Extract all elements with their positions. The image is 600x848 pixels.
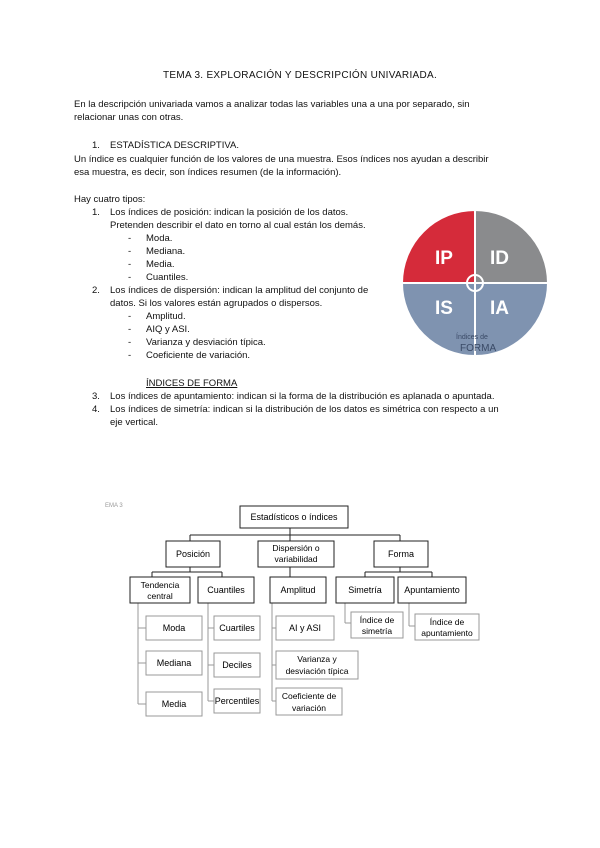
intro-line-2: relacionar unas con otras. [74, 112, 184, 123]
dash: - [128, 259, 132, 270]
type-4-line-2: eje vertical. [110, 417, 159, 428]
list-item: Media. [146, 259, 175, 270]
list-item: Moda. [146, 233, 173, 244]
type-1-line-1: Los índices de posición: indican la posición de los datos. [110, 207, 349, 218]
type-1-line-2: Pretenden describir el dato en torno al cual están los demás. [110, 220, 366, 231]
types-intro: Hay cuatro tipos: [74, 194, 146, 205]
apuntamiento-label: Apuntamiento [404, 585, 460, 595]
list-item: Amplitud. [146, 311, 186, 322]
media-label: Media [161, 699, 187, 709]
indice-simetria-label-2: simetría [361, 626, 393, 636]
section-1-line-1: Un índice es cualquier función de los valores de una muestra. Esos índices nos ayudan a describir [74, 154, 489, 165]
simetria-label: Simetría [348, 585, 382, 595]
dash: - [128, 350, 132, 361]
dispersion-label-2: variabilidad [274, 554, 318, 564]
mediana-label: Mediana [156, 658, 192, 668]
coeficiente-label-1: Coeficiente de [281, 691, 337, 701]
section-1-heading: ESTADÍSTICA DESCRIPTIVA. [110, 140, 239, 151]
varianza-label-1: Varianza y [297, 654, 337, 664]
list-item: Cuantiles. [146, 272, 189, 283]
type-4-number: 4. [92, 404, 100, 415]
moda-label: Moda [162, 623, 186, 633]
is-label: IS [435, 298, 453, 319]
dash: - [128, 272, 132, 283]
indice-simetria-label-1: Índice de [359, 615, 395, 625]
cuantiles-label: Cuantiles [207, 585, 245, 595]
forma-heading: ÍNDICES DE FORMA [146, 378, 238, 389]
page-title: TEMA 3. EXPLORACIÓN Y DESCRIPCIÓN UNIVARIADA. [162, 70, 438, 81]
dash: - [128, 324, 132, 335]
list-item: Varianza y desviación típica. [146, 337, 266, 348]
indices-hierarchy-diagram [100, 495, 500, 720]
tendencia-label-2: central [147, 591, 173, 601]
dash: - [128, 233, 132, 244]
type-4-line-1: Los índices de simetría: indican si la distribución de los datos es simétrica con respecto a un [110, 404, 499, 415]
type-3-line-1: Los índices de apuntamiento: indican si la forma de la distribución es aplanada o apuntada. [110, 391, 495, 402]
section-1-line-2: esa muestra, es decir, son índices resumen (de la información). [74, 167, 342, 178]
list-item: Mediana. [146, 246, 186, 257]
dispersion-label-1: Dispersión o [272, 543, 320, 553]
id-label: ID [490, 248, 509, 269]
type-2-number: 2. [92, 285, 100, 296]
list-item: AIQ y ASI. [146, 324, 190, 335]
posicion-label: Posición [175, 549, 211, 559]
varianza-label-2: desviación típica [285, 666, 349, 676]
cuartiles-label: Cuartiles [219, 623, 255, 633]
forma-label: Forma [387, 549, 415, 559]
ip-label: IP [435, 248, 453, 269]
id-quadrant [475, 210, 548, 283]
ip-quadrant [402, 210, 475, 283]
diagram-corner-label: EMA 3 [105, 503, 123, 509]
type-2-line-2: datos. Si los valores están agrupados o dispersos. [110, 298, 323, 309]
aiq-label: AI y ASI [288, 623, 322, 633]
dash: - [128, 311, 132, 322]
dash: - [128, 246, 132, 257]
tendencia-label-1: Tendencia [140, 580, 180, 590]
percentiles-label: Percentiles [214, 696, 260, 706]
indice-apuntamiento-label-1: Índice de [429, 617, 465, 627]
list-item: Coeficiente de variación. [146, 350, 251, 361]
dash: - [128, 337, 132, 348]
type-2-line-1: Los índices de dispersión: indican la amplitud del conjunto de [110, 285, 369, 296]
section-1-number: 1. [92, 140, 100, 151]
coeficiente-label-2: variación [291, 703, 327, 713]
intro-line-1: En la descripción univariada vamos a analizar todas las variables una a una por separado, sin [74, 99, 470, 110]
ia-label: IA [490, 298, 509, 319]
caption-small: Índices de [456, 334, 488, 341]
indices-circle-graphic [400, 208, 555, 358]
type-3-number: 3. [92, 391, 100, 402]
root-label: Estadísticos o índices [250, 512, 338, 522]
indice-apuntamiento-label-2: apuntamiento [421, 628, 473, 638]
amplitud-label: Amplitud [280, 585, 316, 595]
type-1-number: 1. [92, 207, 100, 218]
caption-big: FORMA [460, 343, 497, 354]
deciles-label: Deciles [222, 660, 252, 670]
